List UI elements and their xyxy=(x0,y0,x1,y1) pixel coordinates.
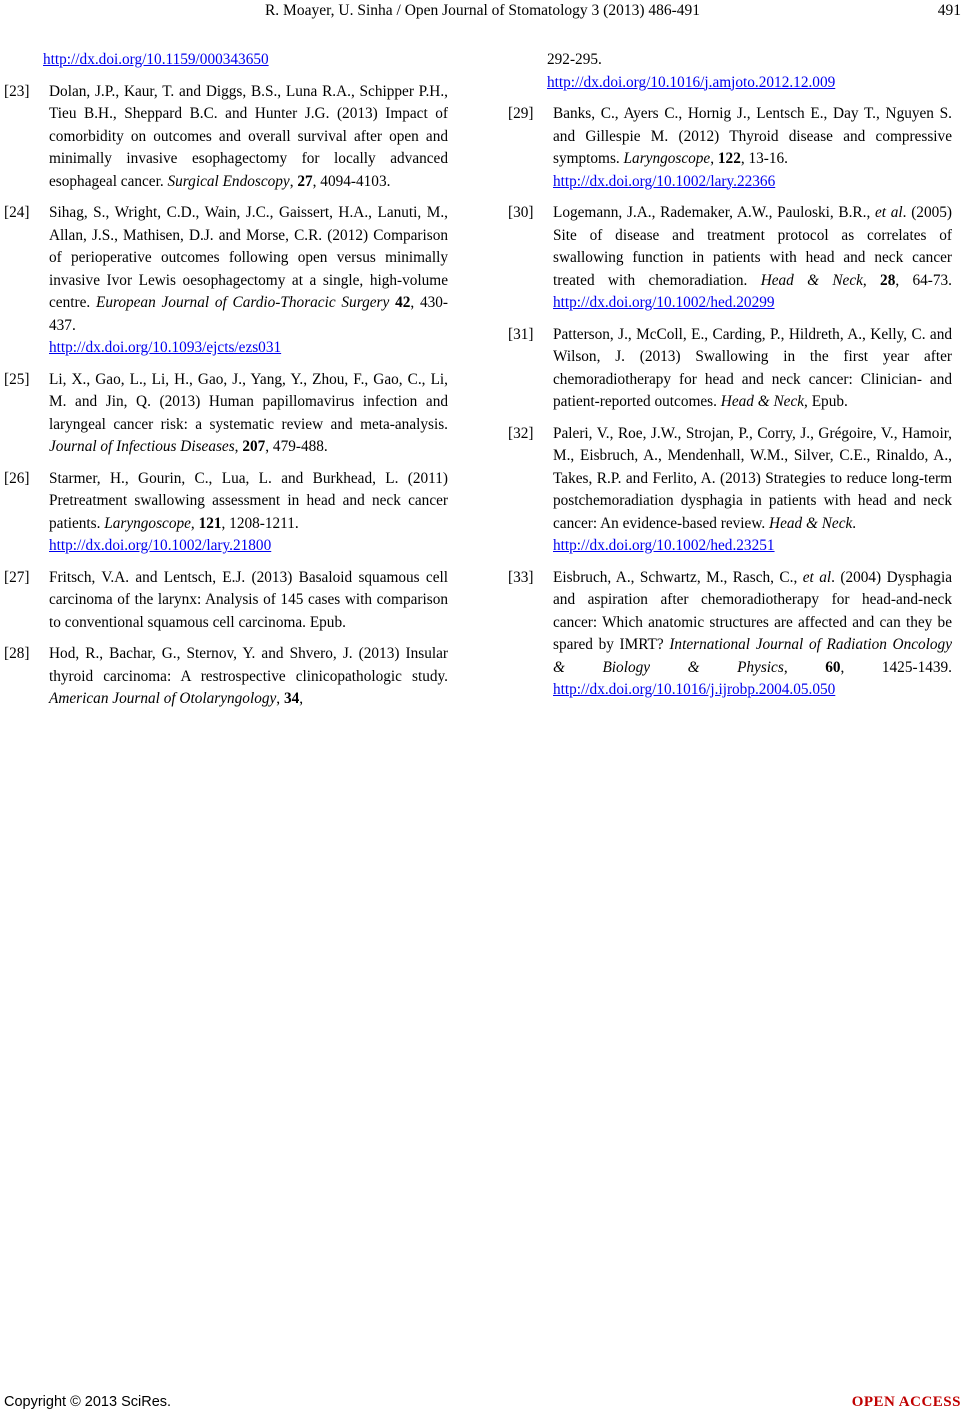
reference-authors: Sihag, S., Wright, C.D., Wain, J.C., Gaissert, H.A., Lanuti, M., Allan, J.S., Mathisen, D.J. and Morse, C.R. (2012) Comparison of perioperative outcomes following open versus minimally invasive Ivor Lewis oesophagectomy at a single, high-volume centre. xyxy=(49,204,448,311)
reference-etal: et al xyxy=(802,568,832,586)
reference-volume: 207 xyxy=(242,438,266,455)
reference-journal: Laryngoscope xyxy=(104,514,191,532)
reference-authors: Fritsch, V.A. and Lentsch, E.J. (2013) Basaloid squamous cell carcinoma of the larynx: Analysis of 145 cases with comparison to conventional squamous cell carcinoma. Epub. xyxy=(49,568,448,631)
reference-number: [31] xyxy=(508,325,534,343)
reference-number: [28] xyxy=(4,645,30,662)
reference-volume: 27 xyxy=(297,172,313,190)
reference-volume: 34 xyxy=(283,690,300,707)
reference-volume: 122 xyxy=(717,150,741,167)
open-access-label: OPEN ACCESS xyxy=(851,1394,961,1410)
reference-number: [29] xyxy=(508,105,534,122)
doi-link[interactable]: http://dx.doi.org/10.1002/hed.20299 xyxy=(553,294,775,311)
reference-separator: , xyxy=(783,658,826,676)
reference-pages: , 13-16. xyxy=(740,150,789,167)
reference-separator: , xyxy=(710,150,718,167)
left-column xyxy=(4,49,448,720)
reference-volume: 60 xyxy=(825,658,841,676)
reference-journal: Head & Neck xyxy=(769,514,853,532)
reference-pages: , Epub. xyxy=(804,393,848,410)
reference-volume: 42 xyxy=(395,294,411,311)
reference-entry xyxy=(508,567,952,702)
reference-journal: Journal of Infectious Diseases xyxy=(49,438,235,455)
reference-entry xyxy=(508,423,952,558)
reference-pages: , 479-488. xyxy=(265,438,328,455)
reference-authors: Paleri, V., Roe, J.W., Strojan, P., Corry, J., Grégoire, V., Hamoir, M., Eisbruch, A., Mendenhall, W.M., Silver, C.E., Rinaldo, A., Takes, R.P. and Ferlito, A. (2013) Strategies to reduce long-term postchemoradiation dysphagia in patients with head and neck cancer: An evidence-based review. xyxy=(553,424,952,532)
reference-number: [24] xyxy=(4,204,30,221)
page-header xyxy=(0,0,965,24)
reference-entry xyxy=(508,202,952,315)
reference-entry xyxy=(4,202,448,360)
reference-authors: Starmer, H., Gourin, C., Lua, L. and Burkhead, L. (2011) Pretreatment swallowing assessment in head and neck cancer patients. xyxy=(49,469,448,532)
reference-number: [30] xyxy=(508,204,534,221)
reference-authors: Logemann, J.A., Rademaker, A.W., Pauloski, B.R., xyxy=(553,204,875,221)
doi-link[interactable]: http://dx.doi.org/10.1002/lary.22366 xyxy=(553,172,776,190)
doi-link[interactable]: http://dx.doi.org/10.1016/j.amjoto.2012.12.009 xyxy=(547,73,836,91)
reference-number: [25] xyxy=(4,370,30,388)
reference-authors: Eisbruch, A., Schwartz, M., Rasch, C., xyxy=(553,568,803,586)
doi-link[interactable]: http://dx.doi.org/10.1093/ejcts/ezs031 xyxy=(49,339,282,356)
page-footer xyxy=(0,1392,965,1412)
reference-pages: , 1208-1211. xyxy=(221,514,299,532)
reference-authors: Dolan, J.P., Kaur, T. and Diggs, B.S., Luna R.A., Schipper P.H., Tieu B.H., Sheppard B.C. and Hunter J.G. (2013) Impact of comorbidity on outcomes and overall survival after open and minimally invasive esophagectomy for locally advanced esophageal cancer. xyxy=(49,82,448,190)
reference-authors: Hod, R., Bachar, G., Sternov, Y. and Shvero, J. (2013) Insular thyroid carcinoma: A restrospective clinicopathologic study. xyxy=(49,645,448,685)
reference-journal: American Journal of Otolaryngology xyxy=(49,690,277,707)
doi-link[interactable]: http://dx.doi.org/10.1002/hed.23251 xyxy=(553,537,775,554)
reference-title: . (2005) Site of disease and treatment protocol as correlates of swallowing function in patients with head and neck cancer treated with chemoradiation. xyxy=(553,204,952,289)
reference-pages: . xyxy=(852,514,857,532)
reference-pages: , xyxy=(299,690,304,707)
reference-entry xyxy=(4,468,448,558)
reference-number: [23] xyxy=(4,82,30,100)
right-column xyxy=(508,49,952,711)
continuation-text: 292-295. xyxy=(547,51,602,68)
reference-separator: , xyxy=(234,438,243,455)
reference-journal: Head & Neck xyxy=(720,393,805,410)
reference-etal: et al xyxy=(875,204,903,221)
reference-number: [27] xyxy=(4,568,30,586)
reference-number: [26] xyxy=(4,469,30,487)
reference-separator: , xyxy=(190,514,199,532)
reference-number: [33] xyxy=(508,568,534,586)
copyright-notice: Copyright © 2013 SciRes. xyxy=(4,1394,172,1410)
reference-separator: , xyxy=(862,271,881,289)
reference-volume: 121 xyxy=(198,514,222,532)
reference-entry xyxy=(4,643,448,711)
running-title: R. Moayer, U. Sinha / Open Journal of Stomatology 3 (2013) 486-491 xyxy=(264,2,701,19)
reference-journal: Head & Neck xyxy=(760,271,863,289)
reference-authors: Banks, C., Ayers C., Hornig J., Lentsch E., Day T., Nguyen S. and Gillespie M. (2012) Thyroid disease and compressive symptoms. xyxy=(553,105,952,167)
reference-pages: , 4094-4103. xyxy=(312,172,391,190)
reference-entry xyxy=(508,324,952,414)
reference-journal: Laryngoscope xyxy=(623,150,711,167)
continuation-entry xyxy=(530,49,952,94)
reference-number: [32] xyxy=(508,424,534,442)
doi-link[interactable]: http://dx.doi.org/10.1159/000343650 xyxy=(43,51,269,68)
reference-entry xyxy=(4,567,448,635)
reference-entry xyxy=(508,103,952,193)
reference-journal: Surgical Endoscopy xyxy=(167,172,290,190)
reference-list xyxy=(508,103,952,702)
reference-journal: European Journal of Cardio-Thoracic Surgery xyxy=(95,294,390,311)
reference-list xyxy=(4,81,448,711)
continuation-entry xyxy=(26,49,448,72)
reference-journal: International Journal of Radiation Oncology & Biology & Physics xyxy=(553,636,952,676)
page-number: 491 xyxy=(937,2,961,19)
doi-link[interactable]: http://dx.doi.org/10.1016/j.ijrobp.2004.05.050 xyxy=(553,681,836,698)
reference-pages: , 1425-1439. xyxy=(840,658,952,676)
reference-separator: , xyxy=(276,690,284,707)
reference-pages: , 64-73. xyxy=(895,271,952,289)
reference-pages: , 430-437. xyxy=(49,294,448,334)
reference-volume: 28 xyxy=(880,271,896,289)
reference-separator: , xyxy=(289,172,298,190)
reference-authors: Li, X., Gao, L., Li, H., Gao, J., Yang, Y., Zhou, F., Gao, C., Li, M. and Jin, Q. (2013) Human papillomavirus infection and laryngeal cancer risk: a systematic review and meta-analysis. xyxy=(49,370,448,433)
reference-entry xyxy=(4,81,448,194)
reference-title: . (2004) Dysphagia and aspiration after chemoradiotherapy for head-and-neck cancer: Which anatomic structures are affected and can they be spared by IMRT? xyxy=(553,568,952,653)
reference-entry xyxy=(4,369,448,459)
reference-authors: Patterson, J., McColl, E., Carding, P., Hildreth, A., Kelly, C. and Wilson, J. (2013) Swallowing in the first year after chemoradiotherapy for head and neck cancer: Clinician- and patient-reported outcomes. xyxy=(553,325,952,410)
doi-link[interactable]: http://dx.doi.org/10.1002/lary.21800 xyxy=(49,537,272,554)
